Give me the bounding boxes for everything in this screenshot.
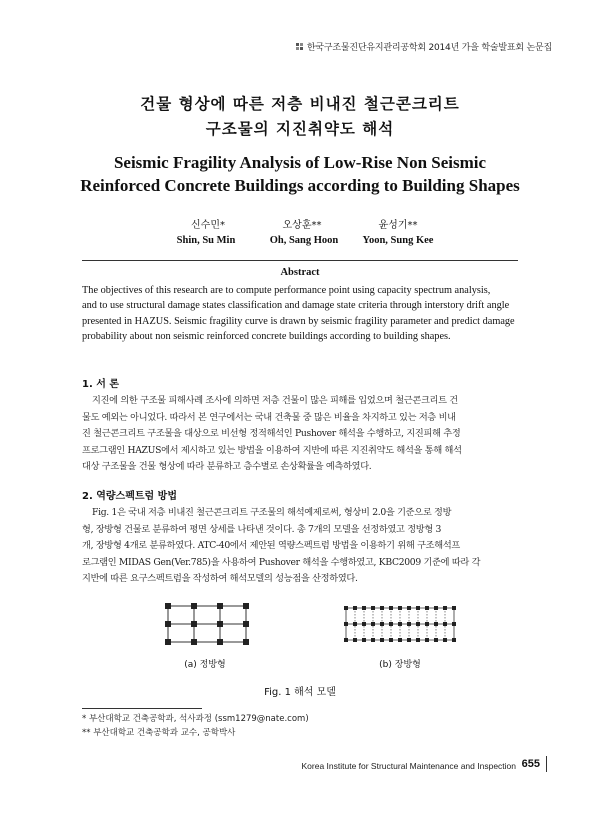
abstract-body bbox=[82, 283, 518, 345]
journal-header bbox=[296, 40, 552, 53]
section-2-heading: 2. 역량스펙트럼 방법 bbox=[82, 491, 177, 502]
page-number-divider bbox=[546, 756, 547, 772]
title-english-line1: Seismic Fragility Analysis of Low-Rise Non Seismic bbox=[113, 153, 487, 172]
section-2-line: 로그램인 MIDAS Gen(Ver.785)을 사용하여 Pushover 해석을 수행하였고, KBC2009 기준에 따라 각 bbox=[82, 556, 481, 568]
section-1-line: 진 철근콘크리트 구조물을 대상으로 비선형 정적해석인 Pushover 해석을 수행하고, 지진피해 추정 bbox=[82, 428, 461, 440]
figure-rectangular-plan bbox=[340, 600, 460, 650]
title-korean-line2: 구조물의 지진취약도 해석 bbox=[205, 120, 395, 138]
section-1-heading: 1. 서 론 bbox=[82, 379, 120, 390]
abstract-line: probability about non seismic reinforced concrete buildings according to building shapes. bbox=[82, 331, 451, 343]
figure-square-plan bbox=[160, 600, 260, 650]
abstract-line: and to use structural damage states classification and damage state criteria through interstory drift angle bbox=[82, 300, 510, 312]
section-2-line: 형, 장방형 건물로 분류하여 평면 상세를 나타낸 것이다. 총 7개의 모델을 선정하였고 정방형 3 bbox=[82, 523, 442, 535]
abstract-divider bbox=[82, 260, 518, 261]
journal-name: 한국구조물진단유지관리공학회 2014년 가을 학술발표회 논문집 bbox=[306, 43, 552, 53]
footnote-2: ** 부산대학교 건축공학과 교수, 공학박사 bbox=[82, 728, 236, 738]
section-2-line: 지반에 따른 요구스펙트럼을 작성하여 해석모델의 성능점을 산정하였다. bbox=[82, 573, 358, 585]
section-2-body bbox=[82, 505, 518, 588]
footnote-divider bbox=[82, 708, 202, 709]
title-korean-line1: 건물 형상에 따른 저층 비내진 철근콘크리트 bbox=[140, 95, 460, 113]
author-2-english: Oh, Sang Hoon bbox=[269, 235, 339, 246]
section-1-body bbox=[82, 393, 518, 476]
page-number: 655 bbox=[521, 758, 540, 770]
author-2-korean: 오상훈** bbox=[282, 220, 322, 231]
figure-sublabel-a: (a) 정방형 bbox=[184, 660, 226, 670]
section-2-line: Fig. 1은 국내 저층 비내진 철근콘크리트 구조물의 해석예제로써, 형상비 2.0을 기준으로 정방 bbox=[92, 507, 452, 518]
footer-institute: Korea Institute for Structural Maintenance and Inspection bbox=[301, 761, 516, 771]
author-1-korean: 신수민* bbox=[191, 220, 225, 231]
abstract-heading: Abstract bbox=[280, 267, 320, 278]
section-1-line: 대상 구조물을 건물 형상에 따라 분류하고 층수별로 손상확률을 예측하였다. bbox=[82, 461, 372, 473]
title-english-line2: Reinforced Concrete Buildings according to Building Shapes bbox=[80, 176, 520, 195]
author-1-english: Shin, Su Min bbox=[176, 235, 236, 246]
section-1-line: 물도 예외는 아니었다. 따라서 본 연구에서는 국내 건축물 중 많은 비율을 차지하고 있는 저층 비내 bbox=[82, 411, 456, 423]
section-1-line: 프로그램인 HAZUS에서 제시하고 있는 방법을 이용하여 지반에 따른 지진취약도 해석을 통해 해석 bbox=[82, 444, 462, 456]
footnote-1: * 부산대학교 건축공학과, 석사과정 (ssm1279@nate.com) bbox=[82, 714, 309, 724]
author-3-english: Yoon, Sung Kee bbox=[362, 235, 434, 246]
figure-sublabel-b: (b) 장방형 bbox=[379, 660, 421, 670]
author-3-korean: 윤성기** bbox=[378, 220, 418, 231]
section-1-line: 지진에 의한 구조물 피해사례 조사에 의하면 저층 건물이 많은 피해를 입었으며 철근콘크리트 건 bbox=[92, 395, 458, 406]
abstract-line: presented in HAZUS. Seismic fragility curve is drawn by seismic fragility parameter and predict damage bbox=[82, 315, 515, 327]
figure-caption: Fig. 1 해석 모델 bbox=[264, 687, 336, 698]
section-2-line: 개, 장방형 4개로 분류하였다. ATC-40에서 제안된 역량스펙트럼 방법을 이용하기 위해 구조해석프 bbox=[82, 540, 460, 552]
abstract-line: The objectives of this research are to compute performance point using capacity spectrum analysis, bbox=[82, 285, 491, 296]
journal-mark-icon bbox=[296, 43, 304, 51]
